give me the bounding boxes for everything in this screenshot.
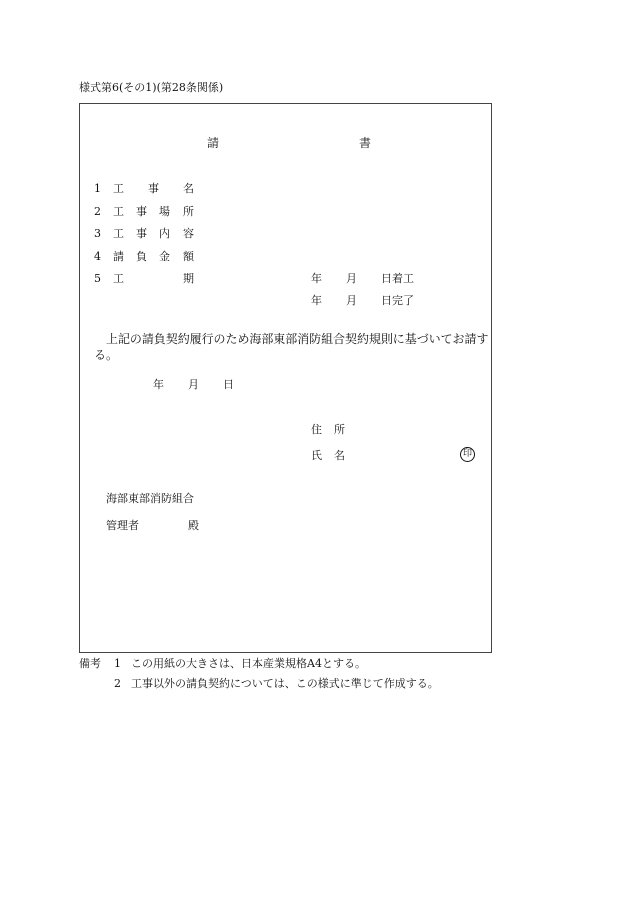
item-char: 工 <box>113 205 124 218</box>
notes-label: 備考 <box>79 657 101 670</box>
item-char: 事 <box>136 205 147 218</box>
body-text-line-1: 上記の請負契約履行のため海部東部消防組合契約規則に基づいてお請す <box>106 332 489 346</box>
item-char: 工 <box>113 227 124 240</box>
date-day: 日 <box>223 378 234 391</box>
recipient-organization: 海部東部消防組合 <box>106 492 194 505</box>
date-month: 月 <box>188 378 199 391</box>
item-char: 金 <box>159 250 170 263</box>
item-number: 3 <box>94 227 101 240</box>
item-char: 期 <box>183 272 194 285</box>
name-label-char: 氏 <box>311 449 322 462</box>
note-number: 1 <box>114 657 121 670</box>
period-day: 日完了 <box>381 294 414 307</box>
address-label-char: 住 <box>311 423 322 436</box>
item-char: 所 <box>183 205 194 218</box>
note-text: 工事以外の請負契約については、この様式に準じて作成する。 <box>131 677 439 690</box>
seal-mark: 印 <box>460 447 475 462</box>
item-char: 容 <box>183 227 194 240</box>
item-number: 2 <box>94 205 101 218</box>
period-year: 年 <box>311 272 322 285</box>
date-year: 年 <box>153 378 164 391</box>
item-char: 内 <box>159 227 170 240</box>
name-label-char: 名 <box>334 449 345 462</box>
period-year: 年 <box>311 294 322 307</box>
item-char: 工 <box>113 272 124 285</box>
period-month: 月 <box>346 294 357 307</box>
item-number: 5 <box>94 272 101 285</box>
recipient-honorific: 殿 <box>188 519 199 532</box>
item-char: 名 <box>183 182 194 195</box>
note-number: 2 <box>114 677 121 690</box>
item-char: 負 <box>136 250 147 263</box>
item-char: 事 <box>148 182 159 195</box>
title-left-char: 請 <box>207 136 220 150</box>
recipient-title: 管理者 <box>106 519 139 532</box>
form-label: 様式第6(その1)(第28条関係) <box>79 81 224 94</box>
item-char: 場 <box>159 205 170 218</box>
period-day: 日着工 <box>381 272 414 285</box>
item-char: 額 <box>183 250 194 263</box>
document-frame <box>79 103 492 653</box>
item-number: 4 <box>94 250 101 263</box>
item-number: 1 <box>94 182 101 195</box>
item-char: 請 <box>113 250 124 263</box>
note-text: この用紙の大きさは、日本産業規格A4とする。 <box>131 657 366 670</box>
item-char: 工 <box>113 182 124 195</box>
body-text-line-2: る。 <box>94 348 119 362</box>
period-month: 月 <box>346 272 357 285</box>
item-char: 事 <box>136 227 147 240</box>
title-right-char: 書 <box>359 136 372 150</box>
address-label-char: 所 <box>334 423 345 436</box>
